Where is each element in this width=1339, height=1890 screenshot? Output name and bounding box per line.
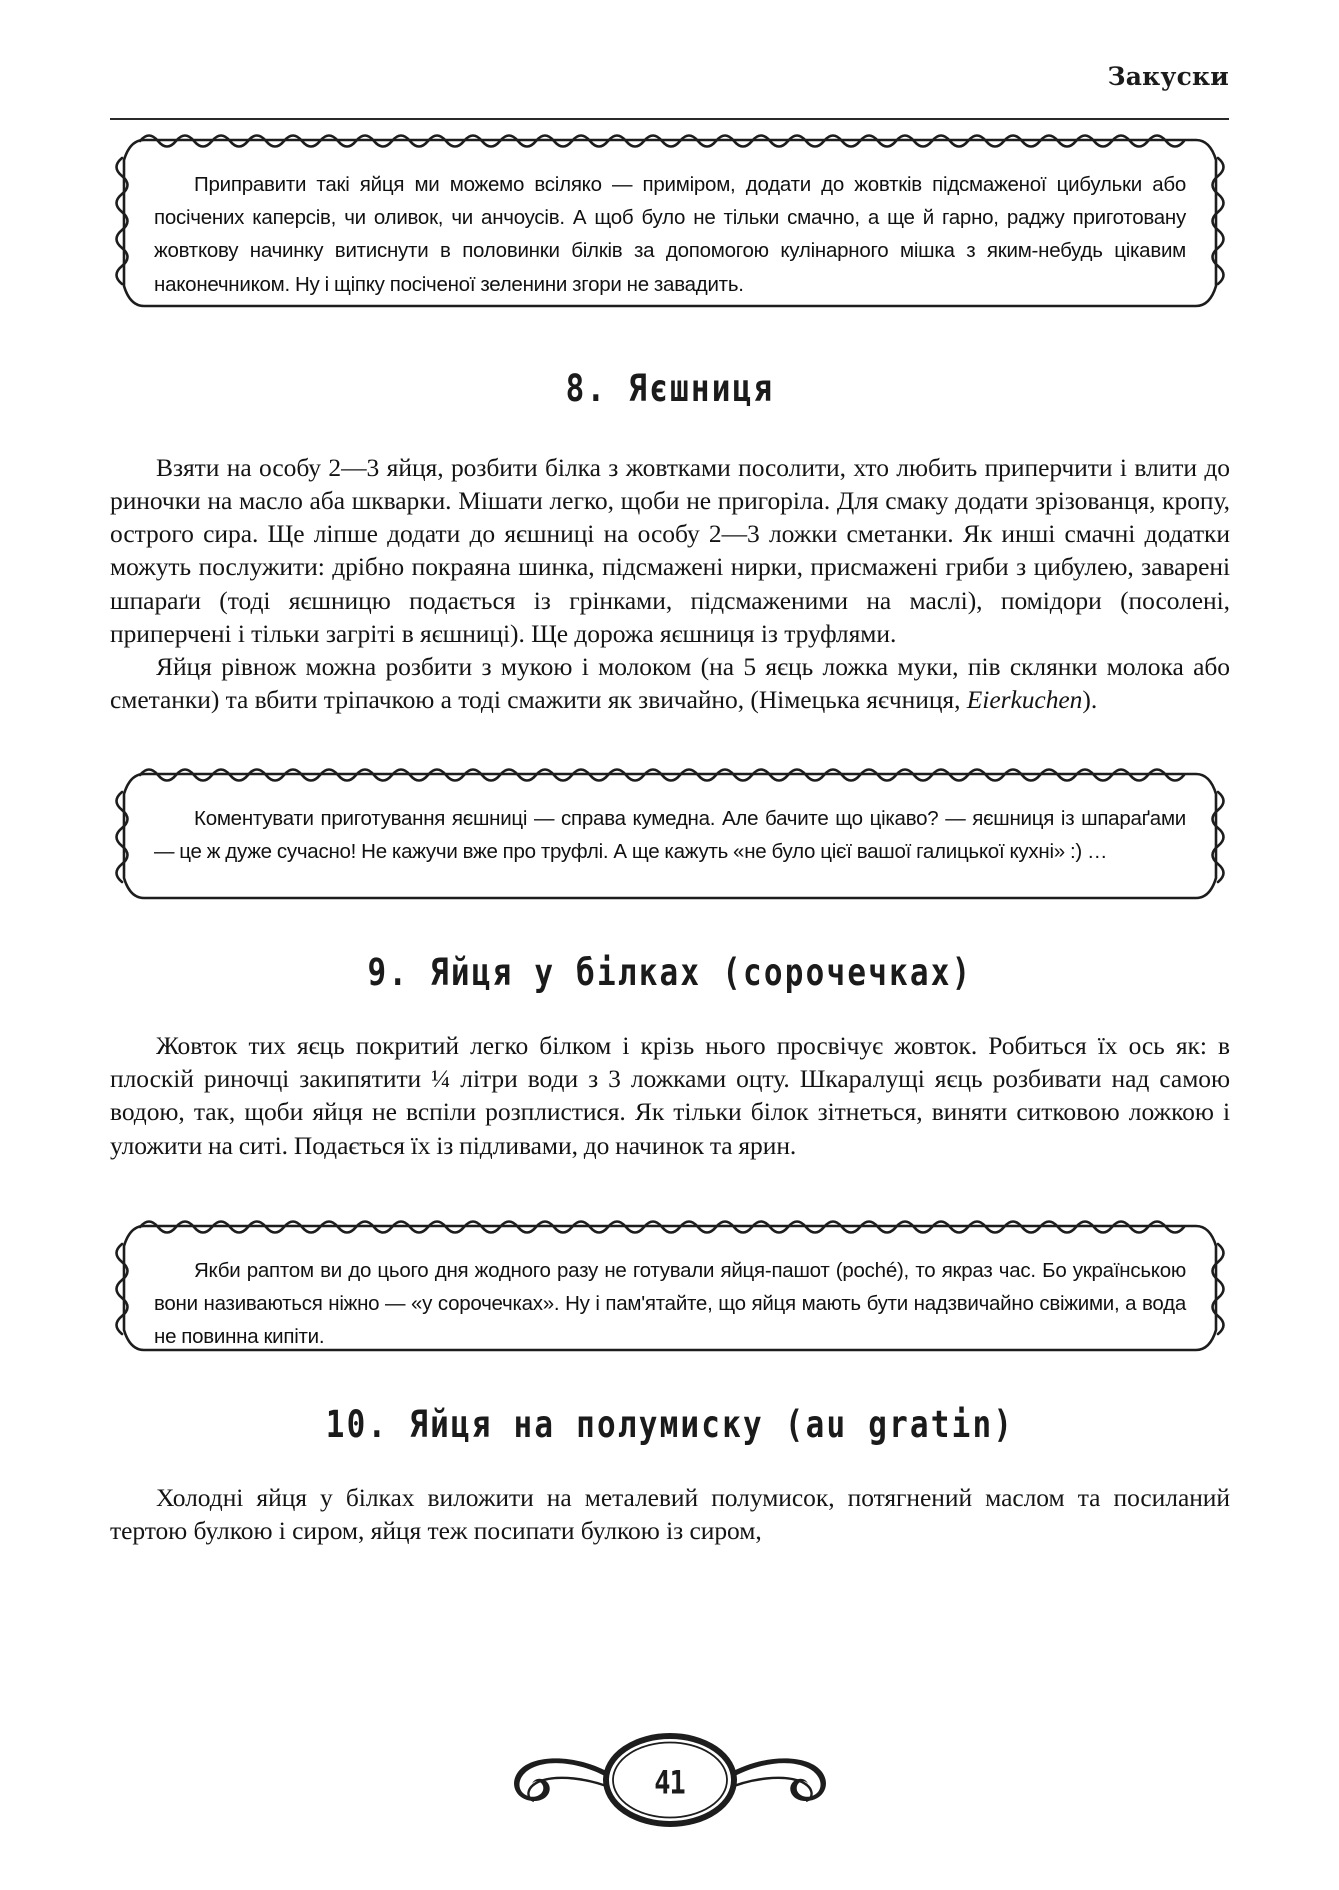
section-10-paragraph-1: Холодні яйця у білках виложити на металевий полумисок, потягнений маслом та посиланий тертою булкою і сиром, яйця теж посипати булкою із сиром, bbox=[110, 1482, 1230, 1545]
section-heading-8: 8. Яєшниця bbox=[565, 366, 775, 411]
callout-text: Коментувати приготування яєшниці — справа кумедна. Але бачите що цікаво? — яєшниця із шпараґами — це ж дуже сучасно! Не кажучи вже про труфлі. А ще кажуть «не було цієї вашої галицької кухні» :) … bbox=[154, 807, 1186, 864]
paragraph-text-part-b: ). bbox=[1082, 684, 1098, 714]
page-content bbox=[110, 134, 1230, 1547]
paragraph-text-part-a: Яйця рівнож можна розбити з мукою і молоком (на 5 яєць ложка муки, пів склянки молока або сметанки) та вбити тріпачкою а тоді смажити як звичайно, (Німецька яєчниця, bbox=[110, 651, 1230, 714]
page-number: 41 bbox=[654, 1764, 685, 1802]
spacer bbox=[110, 405, 1230, 451]
callout-box-scrambled-comment bbox=[110, 768, 1230, 904]
header-rule bbox=[110, 118, 1229, 120]
callout-box-poached-comment bbox=[110, 1220, 1230, 1356]
section-8-paragraph-1: Взяти на особу 2—3 яйця, розбити білка з жовтками посолити, хто любить приперчити і влити до риночки на масло аба шкварки. Мішати легко, щоби не пригоріла. Для смаку додати зрізованця, кропу, острого сира. Ще ліпше додати до яєшниці на особу 2—3 ложки сметанки. Як инші смачні додатки можуть послужити: дрібно покраяна шинка, підсмажені нирки, присмажені гриби з цибулею, заварені шпараґи (тоді яєшницю подається із грінками, підсмаженими на маслі), помідори (посолені, приперчені і тільки загріті в яєшниці). Ще дорожа яєшниця із труфлями. bbox=[110, 453, 1230, 648]
page-folio-ornament bbox=[0, 1728, 1339, 1838]
spacer bbox=[110, 1356, 1230, 1410]
spacer bbox=[110, 716, 1230, 768]
italic-foreign-term: Eierkuchen bbox=[966, 684, 1083, 714]
callout-text: Якби раптом ви до цього дня жодного разу не готували яйця-пашот (poché), то якраз час. Бо українською вони називаються ніжно — «у сорочечках». Ну і пам'ятайте, що яйця мають бути надзвичайно свіжими, а вода не повинна кипіти. bbox=[154, 1258, 1186, 1349]
section-heading-10-wrapper bbox=[110, 1402, 1230, 1447]
running-header-title: Закуски bbox=[1107, 62, 1229, 91]
section-9-paragraph-1: Жовток тих яєць покритий легко білком і крізь нього просвічує жовток. Робиться їх ось як: в плоскій риночці закипятити ¼ літри води з 3 ложками оцту. Шкаралущі яєць розбивати над самою водою, так, щоби яйця не вспіли розплистися. Як тільки білок зітнеться, виняти ситковою ложкою і уложити на ситі. Подається їх із підливами, до начинок та ярин. bbox=[110, 1031, 1230, 1160]
callout-box-eggs-seasoning bbox=[110, 134, 1230, 312]
section-heading-9-wrapper bbox=[110, 951, 1230, 995]
section-heading-8-wrapper bbox=[110, 366, 1230, 411]
callout-text: Приправити такі яйця ми можемо всіляко — приміром, додати до жовтків підсмаженої цибульки або посічених каперсів, чи оливок, чи анчоусів. А щоб було не тільки смачно, а ще й гарно, раджу приготовану жовткову начинку витиснути в половинки білків за допомогою кулінарного мішка з яким-небудь цікавим наконечником. Ну і щіпку посіченої зеленини згори не завадить. bbox=[154, 173, 1186, 296]
section-heading-9: 9. Яйця у білках (сорочечках) bbox=[367, 951, 973, 995]
spacer bbox=[110, 989, 1230, 1029]
spacer bbox=[110, 312, 1230, 374]
section-8-paragraph-2 bbox=[110, 650, 1230, 716]
spacer bbox=[110, 1162, 1230, 1220]
section-heading-10: 10. Яйця на полумиску (au gratin) bbox=[325, 1402, 1015, 1447]
